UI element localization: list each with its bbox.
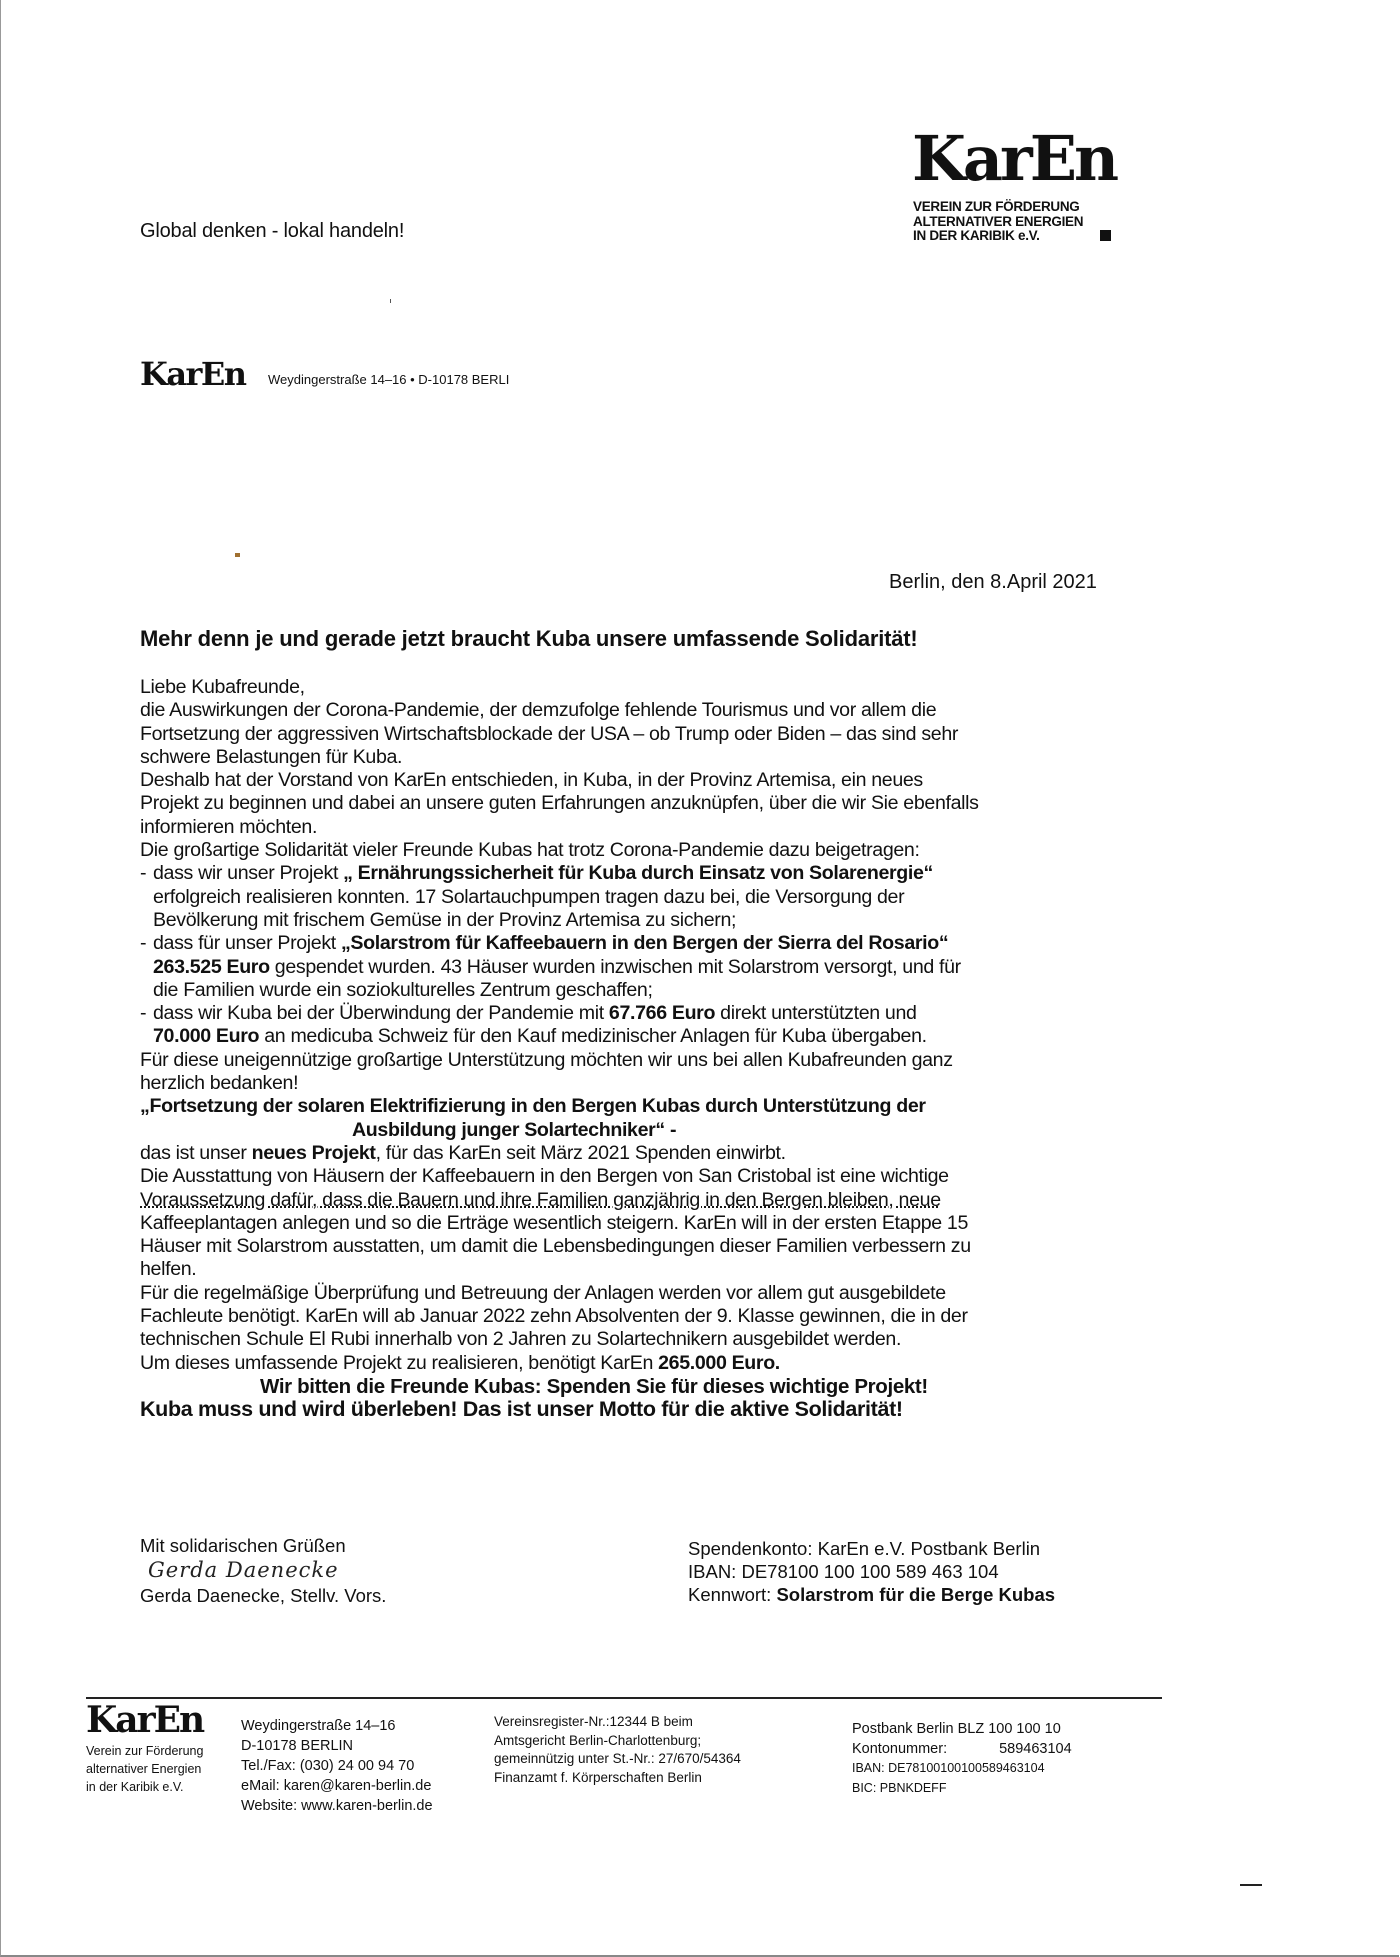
tagline: Global denken - lokal handeln! <box>140 220 405 242</box>
logo-square-icon <box>1100 230 1111 241</box>
bullet-text: direkt unterstützten und <box>715 1002 917 1025</box>
footer-registry-line: Finanzamt f. Körperschaften Berlin <box>494 1769 702 1785</box>
appeal: Wir bitten die Freunde Kubas: Spenden Sie für dieses wichtige Projekt! <box>260 1374 928 1398</box>
donation-keyword <box>688 1583 1055 1606</box>
body-line: Häuser mit Solarstrom ausstatten, um damit die Lebensbedingungen dieser Familien verbessern zu <box>140 1235 971 1258</box>
project-title <box>140 1095 1140 1118</box>
body-line: herzlich bedanken! <box>140 1072 299 1095</box>
project-title-line: Ausbildung junger Solartechniker“ - <box>352 1118 677 1141</box>
amount: 70.000 Euro <box>153 1025 260 1048</box>
amount: 263.525 Euro <box>153 955 270 978</box>
sender-address: Weydingerstraße 14–16 • D-10178 BERLI <box>268 372 510 387</box>
body-line: Projekt zu beginnen und dabei an unsere guten Erfahrungen anzuknüpfen, über die wir Sie ebenfalls <box>140 792 979 815</box>
closing-greeting: Mit solidarischen Grüßen <box>140 1535 346 1556</box>
scan-dash-mark <box>1240 1884 1262 1886</box>
donation-iban: IBAN: DE78100 100 100 589 463 104 <box>688 1561 999 1582</box>
footer-registry <box>494 1713 741 1787</box>
footer-contact-line: D-10178 BERLIN <box>241 1738 354 1754</box>
karen-logo: KarEn <box>912 122 1117 195</box>
footer-org-line: in der Karibik e.V. <box>86 1780 184 1794</box>
footer-bic: BIC: PBNKDEFF <box>852 1780 947 1795</box>
bullet-dash: - <box>140 1002 147 1025</box>
body-line: Deshalb hat der Vorstand von KarEn entschieden, in Kuba, in der Provinz Artemisa, ein neues <box>140 769 923 792</box>
footer-contact-line: Tel./Fax: (030) 24 00 94 70 <box>241 1758 415 1774</box>
body-text: , für das KarEn seit März 2021 Spenden einwirbt. <box>375 1141 786 1164</box>
logo-subtitle-line: IN DER KARIBIK e.V. <box>913 228 1040 243</box>
body-line: Für die regelmäßige Überprüfung und Betreuung der Anlagen werden vor allem gut ausgebildete <box>140 1281 946 1304</box>
body-line: Bevölkerung mit frischem Gemüse in der Provinz Artemisa zu sichern; <box>153 908 737 931</box>
letter-heading: Mehr denn je und gerade jetzt braucht Kuba unsere umfassende Solidarität! <box>140 626 918 651</box>
donation-account: Spendenkonto: KarEn e.V. Postbank Berlin <box>688 1538 1041 1559</box>
bullet-item <box>140 1002 1140 1025</box>
bullet-text: dass wir Kuba bei der Überwindung der Pandemie mit <box>153 1002 609 1025</box>
body-line: informieren möchten. <box>140 815 318 838</box>
letter-date: Berlin, den 8.April 2021 <box>889 571 1097 593</box>
footer-registry-line: Vereinsregister-Nr.:12344 B beim <box>494 1714 693 1729</box>
bullet-text: dass wir unser Projekt <box>153 862 344 885</box>
body-line: Voraussetzung dafür, dass die Bauern und ihre Familien ganzjährig in den Bergen bleiben, neue <box>140 1188 941 1211</box>
body-line: schwere Belastungen für Kuba. <box>140 745 403 768</box>
scan-speck <box>390 299 391 303</box>
body-line: die Familien wurde ein soziokulturelles Zentrum geschaffen; <box>153 978 653 1001</box>
amount: 67.766 Euro <box>608 1002 716 1025</box>
footer-registry-line: Amtsgericht Berlin-Charlottenburg; <box>494 1732 702 1748</box>
account-value: 589463104 <box>999 1740 1072 1757</box>
logo-subtitle <box>913 200 1083 244</box>
body-line: Für diese uneigennützige großartige Unterstützung möchten wir uns bei allen Kubafreunden ganz <box>140 1048 953 1071</box>
body-text: Um dieses umfassende Projekt zu realisieren, benötigt KarEn <box>140 1351 659 1374</box>
handwritten-signature: Gerda Daenecke <box>148 1558 339 1582</box>
footer-bank <box>852 1720 1072 1798</box>
letter-body <box>140 676 1140 1422</box>
new-project-label: neues Projekt <box>251 1141 376 1164</box>
body-line <box>140 1142 1140 1165</box>
footer-email: eMail: karen@karen-berlin.de <box>241 1778 432 1794</box>
footer-org <box>86 1742 203 1796</box>
footer-contact-line: Weydingerstraße 14–16 <box>241 1718 396 1734</box>
body-line: die Auswirkungen der Corona-Pandemie, der demzufolge fehlende Tourismus und vor allem die <box>140 699 937 722</box>
bullet-line <box>153 1002 917 1025</box>
footer-website: Website: www.karen-berlin.de <box>241 1798 433 1814</box>
body-line: Fachleute benötigt. KarEn will ab Januar 2022 zehn Absolventen der 9. Klasse gewinnen, die in der <box>140 1305 968 1328</box>
footer-contact <box>241 1716 433 1816</box>
bullet-line <box>153 932 948 955</box>
project-name: „Solarstrom für Kaffeebauern in den Bergen der Sierra del Rosario“ <box>340 932 949 955</box>
footer-logo: KarEn <box>86 1699 204 1741</box>
footer-account <box>852 1740 1072 1760</box>
body-line: erfolgreich realisieren konnten. 17 Solartauchpumpen tragen dazu bei, die Versorgung der <box>153 885 905 908</box>
body-line: Kaffeeplantagen anlegen und so die Erträge wesentlich steigern. KarEn will in der ersten Etappe 15 <box>140 1211 969 1234</box>
body-line <box>140 1352 1140 1375</box>
motto: Kuba muss und wird überleben! Das ist unser Motto für die aktive Solidarität! <box>140 1397 903 1422</box>
body-line <box>140 956 1140 979</box>
closing-block <box>140 1533 386 1608</box>
bullet-dash: - <box>140 932 147 955</box>
funding-amount: 265.000 Euro. <box>658 1351 780 1374</box>
bullet-text: gespendet wurden. 43 Häuser wurden inzwischen mit Solarstrom versorgt, und für <box>269 955 961 978</box>
donation-info <box>688 1537 1055 1606</box>
bullet-item <box>140 932 1140 955</box>
logo-subtitle-line: ALTERNATIVER ENERGIEN <box>913 213 1084 229</box>
body-line: Fortsetzung der aggressiven Wirtschaftsblockade der USA – ob Trump oder Biden – das sind sehr <box>140 722 959 745</box>
project-title-line: „Fortsetzung der solaren Elektrifizierung in den Bergen Kubas durch Unterstützung der <box>140 1095 926 1118</box>
footer-org-line: Verein zur Förderung <box>86 1744 204 1758</box>
body-text: das ist unser <box>140 1141 252 1164</box>
logo-subtitle-line: VEREIN ZUR FÖRDERUNG <box>913 199 1080 214</box>
project-title <box>140 1119 1140 1142</box>
sender-logo: KarEn <box>140 355 246 393</box>
keyword-value: Solarstrom für die Berge Kubas <box>776 1584 1056 1605</box>
body-line <box>140 1025 1140 1048</box>
body-line: Die großartige Solidarität vieler Freunde Kubas hat trotz Corona-Pandemie dazu beigetragen: <box>140 839 920 862</box>
body-line: technischen Schule El Rubi innerhalb von 2 Jahren zu Solartechnikern ausgebildet werden. <box>140 1328 902 1351</box>
account-label: Kontonummer: <box>852 1740 948 1757</box>
project-name: „ Ernährungssicherheit für Kuba durch Einsatz von Solarenergie“ <box>343 862 933 885</box>
footer-registry-line: gemeinnützig unter St.-Nr.: 27/670/54364 <box>494 1751 741 1766</box>
bullet-text: dass für unser Projekt <box>153 932 341 955</box>
footer-divider <box>86 1697 1162 1699</box>
footer-bank-line: Postbank Berlin BLZ 100 100 10 <box>852 1721 1061 1737</box>
signer-name: Gerda Daenecke, Stellv. Vors. <box>140 1585 387 1606</box>
bullet-item <box>140 862 1140 885</box>
body-line: helfen. <box>140 1258 197 1281</box>
keyword-label: Kennwort: <box>688 1584 777 1605</box>
bullet-dash: - <box>140 862 147 885</box>
footer-iban: IBAN: DE78100100100589463104 <box>852 1761 1045 1775</box>
footer-org-line: alternativer Energien <box>86 1762 202 1776</box>
scan-speck <box>235 553 240 557</box>
body-line: Die Ausstattung von Häusern der Kaffeebauern in den Bergen von San Cristobal ist eine wichtige <box>140 1165 949 1188</box>
bullet-text: an medicuba Schweiz für den Kauf medizinischer Anlagen für Kuba übergaben. <box>259 1025 927 1048</box>
bullet-line <box>153 862 933 885</box>
salutation: Liebe Kubafreunde, <box>140 676 305 698</box>
